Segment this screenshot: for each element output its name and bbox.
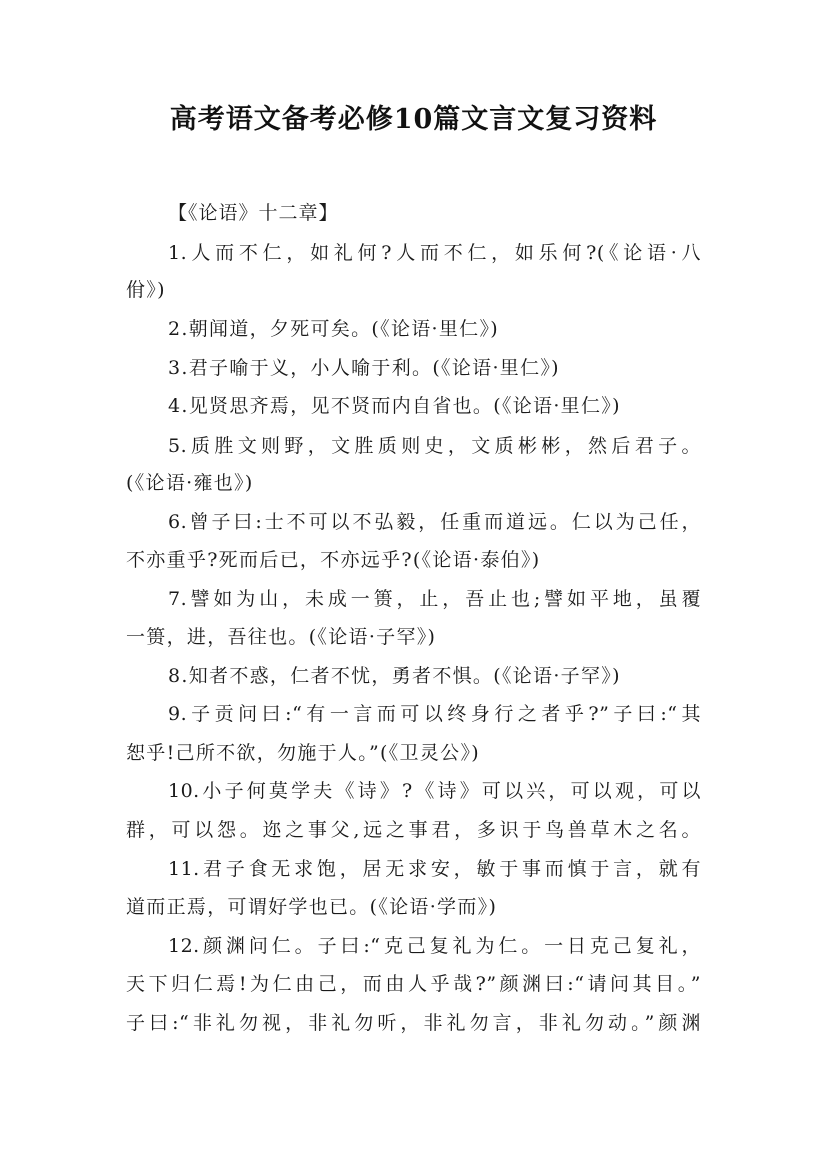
text-line: 一篑，进，吾往也。(《论语·子罕》): [126, 626, 437, 648]
text-line: 6.曾子曰:士不可以不弘毅，任重而道远。仁以为己任，: [168, 511, 701, 533]
text-line: 10.小子何莫学夫《诗》?《诗》可以兴，可以观，可以: [168, 780, 701, 802]
text-line: 群，可以怨。迩之事父,远之事君，多识于鸟兽草木之名。: [126, 819, 701, 841]
text-line: 12.颜渊问仁。子曰:“克己复礼为仁。一日克己复礼，: [168, 935, 701, 957]
text-line: 佾》): [126, 279, 166, 301]
section-heading: 【《论语》十二章】: [168, 202, 339, 224]
text-line: 8.知者不惑，仁者不忧，勇者不惧。(《论语·子罕》): [168, 665, 621, 687]
text-line: 天下归仁焉!为仁由己，而由人乎哉?”颜渊曰:“请问其目。”: [126, 973, 701, 995]
text-line: 5.质胜文则野，文胜质则史，文质彬彬，然后君子。: [168, 435, 701, 457]
text-line: 3.君子喻于义，小人喻于利。(《论语·里仁》): [168, 357, 560, 379]
text-line: 11.君子食无求饱，居无求安，敏于事而慎于言，就有: [168, 858, 701, 880]
text-line: 不亦重乎?死而后已，不亦远乎?(《论语·泰伯》): [126, 549, 541, 571]
text-line: (《论语·雍也》): [126, 472, 254, 494]
document-title: 高考语文备考必修10篇文言文复习资料: [169, 104, 658, 135]
text-line: 7.譬如为山，未成一篑，止，吾止也;譬如平地，虽覆: [168, 588, 701, 610]
text-line: 9.子贡问曰:“有一言而可以终身行之者乎?”子曰:“其: [168, 703, 701, 725]
text-line: 道而正焉，可谓好学也已。(《论语·学而》): [126, 896, 498, 918]
text-line: 4.见贤思齐焉，见不贤而内自省也。(《论语·里仁》): [168, 395, 621, 417]
text-line: 子曰:“非礼勿视，非礼勿听，非礼勿言，非礼勿动。”颜渊: [126, 1012, 701, 1034]
text-line: 2.朝闻道，夕死可矣。(《论语·里仁》): [168, 318, 499, 340]
text-line: 1.人而不仁，如礼何?人而不仁，如乐何?(《论语·八: [168, 242, 701, 264]
text-line: 恕乎!己所不欲，勿施于人。”(《卫灵公》): [126, 742, 480, 764]
